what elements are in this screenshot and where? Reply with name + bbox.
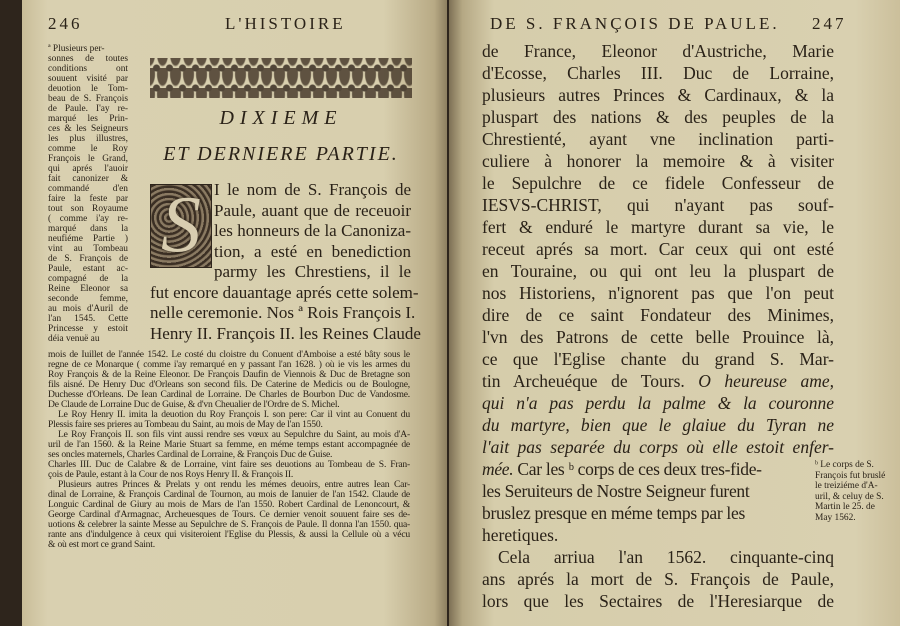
text: tin Archeuéque de Tours. [482, 371, 699, 391]
body-line: nelle ceremonie. Nos ª Rois François I. [150, 303, 416, 322]
footnote-line: Plusieurs autres Princes & Prelats y ont rendu les mémes deuoirs, entre autres Iean Car- [58, 479, 410, 490]
body-line [482, 480, 749, 502]
text: d'Ecosse, Charles III. Duc de Lorraine, [482, 63, 834, 83]
text: lors que les Sectaires de l'Heresiarque de [482, 591, 834, 611]
page-number-left: 246 [48, 14, 83, 33]
body-line [482, 84, 834, 106]
margin-note-line: marqué dans la [48, 224, 128, 234]
body-line: I le nom de S. François de [214, 180, 411, 199]
text: Chrestienté, ayant vne inclination parti- [482, 129, 834, 149]
body-line [482, 150, 834, 172]
footnote-line: Le Roy Henry II. imita la deuotion du Roy François I. son pere: Car il vint au Conuent du [58, 409, 410, 420]
margin-note-line: les plus illustres, [48, 134, 128, 144]
text: nos Historiens, n'ignorent pas que l'on peut [482, 283, 834, 303]
footnote-line: rante ans d'indulgence à ceux qui visiteroient l'Eglise du Plessis, & aussi la Cellule où a vécu [48, 529, 410, 540]
footnote-line: Plessis faire ses prieres au Tombeau du Saint, au mois de May de l'an 1550. [48, 419, 323, 430]
footnote-line: ses oncles maternels, Charles Cardinal de Lorraine, & François Duc de Guise. [48, 449, 333, 460]
text: IESVS-CHRIST, qui n'ayant pas souf- [482, 195, 834, 215]
margin-note-line: faire la feste par [48, 194, 128, 204]
body-line [482, 392, 834, 414]
margin-note-line: qui aprés l'auoir [48, 164, 128, 174]
text: culiere à honorer la memoire & à visiter [482, 151, 834, 171]
margin-note-line: souuent visité par [48, 74, 128, 84]
margin-note-line: Paule, estant ac- [48, 264, 128, 274]
text: dire de ce saint Fondateur des Minimes, [482, 305, 834, 325]
margin-note-line: compagné de la [48, 274, 128, 284]
margin-note-line: vint au Tombeau [48, 244, 128, 254]
footnote-line: Charles III. Duc de Calabre & de Lorraine, vint faire ses deuotions au Tombeau de S. Fran- [48, 459, 410, 470]
margin-note-line: ces & les Seigneurs [48, 124, 128, 134]
part-subtitle: ET DERNIERE PARTIE. [163, 143, 399, 165]
footnote-line: uril de l'an 1560. & la Reine Marie Stuart sa femme, en méme temps estant accompagnée de [48, 439, 410, 450]
margin-note-line: ᵇ Le corps de S. [815, 460, 874, 470]
body-line [482, 502, 745, 524]
body-line [482, 216, 834, 238]
body-line: Henry II. François II. les Reines Claude [150, 323, 421, 343]
body-line: tion, a esté en benediction [214, 241, 411, 261]
margin-note-line: comme le Roy [48, 144, 128, 154]
running-head-right: DE S. FRANÇOIS DE PAULE. [490, 14, 780, 33]
ornament-band [150, 58, 412, 98]
footnote-line: De Claude de Lorraine Duc de Guise, & d'vn Cheualier de l'Ordre de S. Michel. [48, 399, 340, 410]
text: ans aprés la mort de S. François de Paule, [482, 569, 834, 589]
body-line [482, 282, 834, 304]
margin-note-line: beau de S. François [48, 94, 128, 104]
margin-note-line: ª Plusieurs per- [48, 44, 105, 54]
margin-note-line: Martin le 25. de [815, 502, 875, 512]
margin-note-line: ( comme i'ay re- [48, 214, 128, 224]
margin-note-line: le treiziéme d'A- [815, 481, 878, 491]
margin-note-line: François le Grand, [48, 154, 128, 164]
body-line [482, 348, 834, 370]
margin-note-line: deuotion le Tom- [48, 84, 128, 94]
text: ce que l'Eglise chante du grand S. Mar- [482, 349, 834, 369]
margin-note-line: au mois d'Auril de [48, 304, 128, 314]
body-line [482, 370, 834, 392]
body-line [482, 40, 834, 62]
body-line [482, 172, 834, 194]
footnote-line: fils aisné. De Henry Duc d'Orleans son second fils. De Caterine de Medicis ou de Boulogne, [48, 379, 410, 390]
body-line: parmy les Chrestiens, il le [214, 262, 411, 281]
text: heretiques. [482, 525, 559, 545]
text: fert & enduré le martyre durant sa vie, le [482, 217, 834, 237]
body-line [482, 62, 834, 84]
footnote-line: George Cardinal d'Armagnac, Archeuesques de Tours. Ce dernier venoit souuent faire ses de- [48, 509, 410, 520]
text: pluspart des nations & des peuples de la [482, 107, 834, 127]
margin-note-line: sonnes de toutes [48, 54, 128, 64]
body-line [498, 546, 834, 568]
text: en Touraine, ou qui ont leu la pluspart de [482, 261, 834, 281]
margin-note-line: Princesse y estoit [48, 324, 128, 334]
margin-note-line: tout son Royaume [48, 204, 128, 214]
footnote-line: & où est mort ce grand Saint. [48, 539, 155, 550]
running-head-left: L'HISTOIRE [225, 14, 346, 33]
margin-note-line: l'an 1545. Cette [48, 314, 128, 324]
text: l'vn des Patrons de cette belle Prouince là, [482, 327, 834, 347]
body-line: Paule, auant que de receuoir [214, 200, 411, 220]
footnote-line: regne de ce Monarque ( comme i'ay remarqué en y passant l'an 1628. ) où ie vis les armes du [48, 359, 410, 370]
body-line [482, 524, 834, 546]
body-line [482, 568, 834, 590]
italic-text: l'ait pas separée du corps où elle estoit enfer- [482, 437, 834, 457]
text: Car les ᵇ corps de ces deux tres-fide- [513, 459, 762, 479]
text: les Seruiteurs de Nostre Seigneur furent [482, 481, 750, 501]
footnote-line: Longuic Cardinal de Giury au mois de Mars de l'an 1550. Robert Cardinal de Lenoncourt, & [48, 499, 410, 510]
margin-note-line: conditions ont [48, 64, 128, 74]
footnote-line: dinal de Lorraine, & François Cardinal de Tournon, au mois de Ianuier de l'an 1542. Claude de [48, 489, 410, 500]
body-line [482, 414, 834, 436]
margin-note-line: de Paule. I'ay re- [48, 104, 128, 114]
body-line [482, 260, 834, 282]
text: plusieurs autres Princes & Cardinaux, & la [482, 85, 834, 105]
part-title: DIXIEME [219, 107, 343, 129]
footnote-line: uotions & celebrer la sainte Messe au Sepulchre de S. François de Paule. Il donna l'an 1550. qua- [48, 519, 410, 530]
italic-text: qui n'a pas perdu la palme & la couronne [482, 393, 834, 413]
body-line [482, 128, 834, 150]
text: Cela arriua l'an 1562. cinquante-cinq [498, 547, 834, 567]
margin-note-line: commandé d'en [48, 184, 128, 194]
margin-note-line: uril, & celuy de S. [815, 491, 884, 502]
italic-text: du martyre, bien que le glaiue du Tyran ne [482, 415, 834, 435]
text: bruslez presque en méme temps par les [482, 503, 745, 523]
body-line [482, 458, 762, 480]
page-number-right: 247 [812, 14, 847, 33]
footnote-line: çois de Paule, estant à la Cour de nos Roys Henry II. & François II. [48, 469, 294, 480]
footnote-line: Le Roy François II. son fils vint aussi rendre ses vœux au Sepulchre du Saint, au mois d'A- [58, 429, 410, 440]
margin-note-line: neufiéme Partie ) [48, 234, 128, 244]
margin-note-line: Reine Eleonor sa [48, 284, 128, 294]
body-line [482, 194, 834, 216]
body-line: fut encore dauantage aprés cette solem- [150, 282, 419, 302]
margin-note-line: May 1562. [815, 512, 856, 523]
footnote-line: Duchesse d'Orleans. De Iean Cardinal de Lorraine. De Charles de Bourbon Duc de Vandosme. [48, 389, 410, 400]
margin-note-line: fait canonizer & [48, 174, 128, 184]
italic-text: mée. [482, 459, 514, 479]
body-line [482, 326, 834, 348]
body-line [482, 106, 834, 128]
text: receut aprés sa mort. Car ceux qui ont esté [482, 239, 834, 259]
drop-cap-letter: S [161, 184, 201, 268]
body-line [482, 238, 834, 260]
margin-note-line: seconde femme, [48, 294, 128, 304]
text: de France, Eleonor d'Austriche, Marie [482, 41, 834, 61]
body-line: les honneurs de la Canoniza- [214, 221, 411, 240]
italic-text: O heureuse ame, [698, 371, 834, 391]
footnote-line: mois de Iuillet de l'année 1542. Le costé du cloistre du Conuent d'Amboise a esté bâty sous le [48, 349, 410, 360]
margin-note-line: de S. François de [48, 254, 128, 264]
margin-note-line: déia venuë au [48, 334, 100, 344]
margin-note-line: marqué les Prin- [48, 114, 128, 124]
body-line [482, 590, 834, 612]
body-line [482, 436, 834, 458]
body-line [482, 304, 834, 326]
footnote-line: Roy François & de la Reine Eleonor. De François Daufin de Viennois & Duc de Bretagne son [48, 369, 410, 380]
text: le Sepulchre de ce fidele Confesseur de [482, 173, 834, 193]
drop-cap-ornament [150, 184, 212, 268]
margin-note-line: François fut bruslé [815, 470, 886, 481]
